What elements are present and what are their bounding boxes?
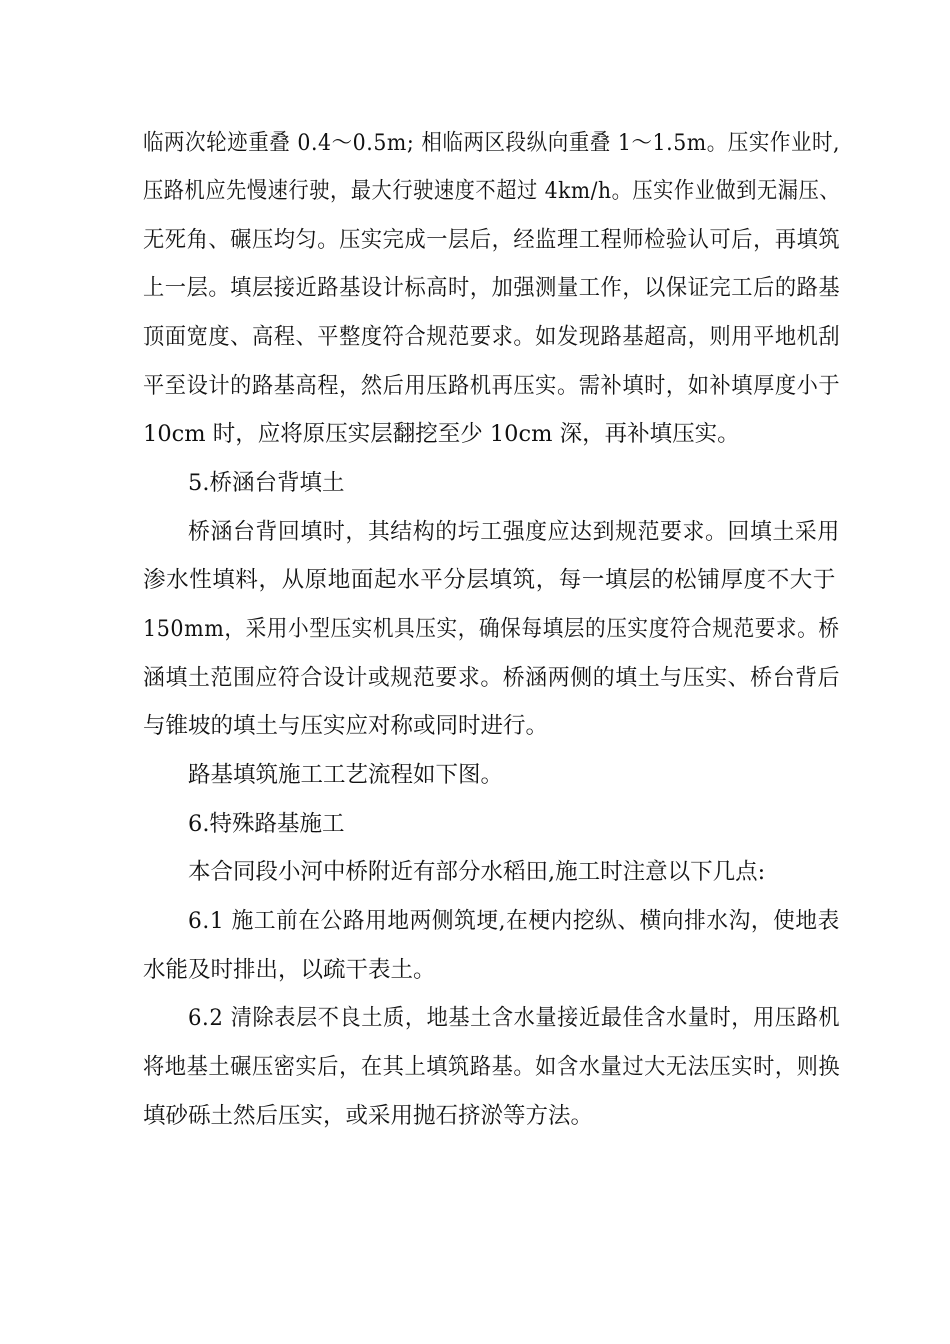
- text-line-content: 临两次轮迹重叠 0.4～0.5m; 相临两区段纵向重叠 1～1.5m。压实作业时,: [143, 130, 841, 156]
- text-line: [0, 416, 950, 452]
- text-line-content: 路基填筑施工工艺流程如下图。: [188, 762, 504, 788]
- text-line: [0, 173, 950, 209]
- text-line-content: 本合同段小河中桥附近有部分水稻田,施工时注意以下几点:: [188, 859, 766, 885]
- text-line: [0, 562, 950, 598]
- text-line: [0, 270, 950, 306]
- section-heading-text: 5.桥涵台背填土: [188, 470, 345, 496]
- text-line: [0, 854, 950, 890]
- text-line: [0, 903, 950, 939]
- text-line-content: 涵填土范围应符合设计或规范要求。桥涵两侧的填土与压实、桥台背后: [143, 665, 841, 691]
- text-line: [0, 1098, 950, 1134]
- text-line-content: 压路机应先慢速行驶，最大行驶速度不超过 4km/h。压实作业做到无漏压、: [143, 178, 841, 204]
- text-line-content: 6.2 清除表层不良土质，地基土含水量接近最佳含水量时，用压路机: [188, 1005, 841, 1031]
- text-line: [0, 368, 950, 404]
- text-line-content: 渗水性填料，从原地面起水平分层填筑，每一填层的松铺厚度不大于: [143, 567, 837, 593]
- text-line: [0, 514, 950, 550]
- text-line: [0, 1049, 950, 1085]
- text-line: [0, 1000, 950, 1036]
- text-line-content: 上一层。填层接近路基设计标高时，加强测量工作，以保证完工后的路基: [143, 275, 841, 301]
- text-line: [0, 611, 950, 647]
- text-line-content: 无死角、碾压均匀。压实完成一层后，经监理工程师检验认可后，再填筑: [143, 227, 841, 253]
- text-line-content: 平至设计的路基高程，然后用压路机再压实。需补填时，如补填厚度小于: [143, 373, 841, 399]
- text-line-content: 将地基土碾压密实后，在其上填筑路基。如含水量过大无法压实时，则换: [143, 1054, 841, 1080]
- section-heading-text: 6.特殊路基施工: [188, 811, 345, 837]
- text-line: [0, 319, 950, 355]
- text-line: [0, 952, 950, 988]
- text-line-content: 桥涵台背回填时，其结构的圬工强度应达到规范要求。回填土采用: [188, 519, 840, 545]
- text-line: [0, 660, 950, 696]
- text-line-content: 顶面宽度、高程、平整度符合规范要求。如发现路基超高，则用平地机刮: [143, 324, 841, 350]
- text-line-content: 与锥坡的填土与压实应对称或同时进行。: [143, 713, 549, 739]
- text-line: [0, 125, 950, 161]
- text-line-content: 150mm，采用小型压实机具压实，确保每填层的压实度符合规范要求。桥: [143, 616, 840, 642]
- text-line: [0, 757, 950, 793]
- text-line-content: 填砂砾土然后压实，或采用抛石挤淤等方法。: [143, 1103, 594, 1129]
- text-line-content: 10cm 时，应将原压实层翻挖至少 10cm 深，再补填压实。: [143, 421, 740, 447]
- text-line: [0, 708, 950, 744]
- text-line-content: 6.1 施工前在公路用地两侧筑埂,在梗内挖纵、横向排水沟，使地表: [188, 908, 840, 934]
- section-heading: [0, 465, 950, 501]
- section-heading: [0, 806, 950, 842]
- text-line-content: 水能及时排出，以疏干表土。: [143, 957, 436, 983]
- text-line: [0, 222, 950, 258]
